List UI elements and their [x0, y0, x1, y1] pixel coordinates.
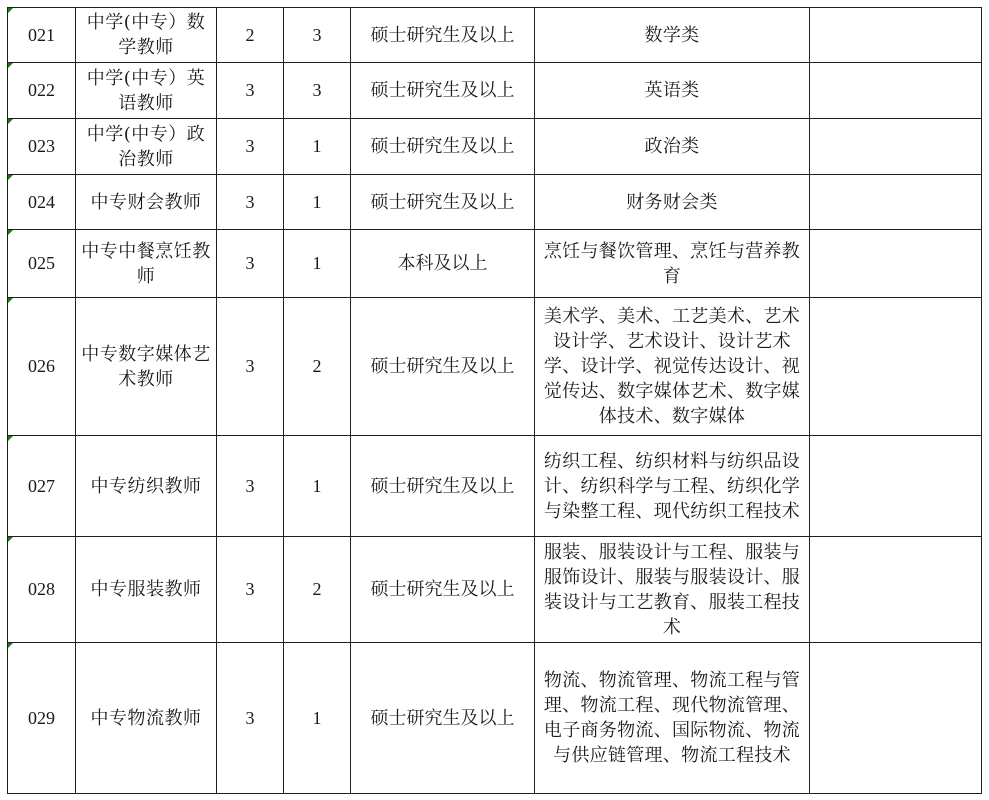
table-row	[8, 298, 982, 436]
major-cell: 政治类	[535, 119, 810, 175]
education-cell: 本科及以上	[351, 230, 535, 298]
position-code-cell: 029	[8, 643, 76, 794]
age-cell: 3	[217, 230, 284, 298]
major-cell: 纺织工程、纺织材料与纺织品设计、纺织科学与工程、纺织化学与染整工程、现代纺织工程技术	[535, 436, 810, 537]
note-cell	[810, 537, 982, 643]
headcount-cell: 1	[284, 175, 351, 230]
position-title-cell: 中专中餐烹饪教师	[76, 230, 217, 298]
table-row	[8, 537, 982, 643]
table-row	[8, 175, 982, 230]
age-cell: 3	[217, 119, 284, 175]
position-title-cell: 中专纺织教师	[76, 436, 217, 537]
position-code-cell: 026	[8, 298, 76, 436]
note-cell	[810, 230, 982, 298]
position-table	[7, 7, 982, 794]
headcount-cell: 2	[284, 537, 351, 643]
note-cell	[810, 175, 982, 230]
major-cell: 服装、服装设计与工程、服装与服饰设计、服装与服装设计、服装设计与工艺教育、服装工程技术	[535, 537, 810, 643]
major-cell: 数学类	[535, 8, 810, 63]
table-row	[8, 63, 982, 119]
major-cell: 英语类	[535, 63, 810, 119]
table-row	[8, 119, 982, 175]
position-code-cell: 024	[8, 175, 76, 230]
education-cell: 硕士研究生及以上	[351, 436, 535, 537]
age-cell: 3	[217, 175, 284, 230]
note-cell	[810, 8, 982, 63]
age-cell: 3	[217, 298, 284, 436]
headcount-cell: 1	[284, 119, 351, 175]
position-code-cell: 022	[8, 63, 76, 119]
major-cell: 物流、物流管理、物流工程与管理、物流工程、现代物流管理、电子商务物流、国际物流、物流与供应链管理、物流工程技术	[535, 643, 810, 794]
age-cell: 3	[217, 537, 284, 643]
education-cell: 硕士研究生及以上	[351, 8, 535, 63]
major-cell: 财务财会类	[535, 175, 810, 230]
headcount-cell: 1	[284, 230, 351, 298]
age-cell: 3	[217, 436, 284, 537]
position-code-cell: 027	[8, 436, 76, 537]
education-cell: 硕士研究生及以上	[351, 175, 535, 230]
note-cell	[810, 643, 982, 794]
position-title-cell: 中学(中专）政治教师	[76, 119, 217, 175]
position-code-cell: 028	[8, 537, 76, 643]
position-code-cell: 023	[8, 119, 76, 175]
age-cell: 3	[217, 643, 284, 794]
major-cell: 美术学、美术、工艺美术、艺术设计学、艺术设计、设计艺术学、设计学、视觉传达设计、视觉传达、数字媒体艺术、数字媒体技术、数字媒体	[535, 298, 810, 436]
table-row	[8, 230, 982, 298]
education-cell: 硕士研究生及以上	[351, 119, 535, 175]
education-cell: 硕士研究生及以上	[351, 537, 535, 643]
headcount-cell: 3	[284, 63, 351, 119]
table-body	[8, 8, 982, 794]
age-cell: 3	[217, 63, 284, 119]
education-cell: 硕士研究生及以上	[351, 643, 535, 794]
table-row	[8, 643, 982, 794]
note-cell	[810, 63, 982, 119]
note-cell	[810, 436, 982, 537]
position-title-cell: 中学(中专）英语教师	[76, 63, 217, 119]
note-cell	[810, 119, 982, 175]
age-cell: 2	[217, 8, 284, 63]
position-title-cell: 中专财会教师	[76, 175, 217, 230]
table-row	[8, 8, 982, 63]
position-title-cell: 中专数字媒体艺术教师	[76, 298, 217, 436]
headcount-cell: 1	[284, 643, 351, 794]
headcount-cell: 2	[284, 298, 351, 436]
headcount-cell: 3	[284, 8, 351, 63]
education-cell: 硕士研究生及以上	[351, 298, 535, 436]
position-title-cell: 中专服装教师	[76, 537, 217, 643]
position-title-cell: 中专物流教师	[76, 643, 217, 794]
major-cell: 烹饪与餐饮管理、烹饪与营养教育	[535, 230, 810, 298]
position-code-cell: 025	[8, 230, 76, 298]
position-title-cell: 中学(中专）数学教师	[76, 8, 217, 63]
position-code-cell: 021	[8, 8, 76, 63]
table-row	[8, 436, 982, 537]
education-cell: 硕士研究生及以上	[351, 63, 535, 119]
note-cell	[810, 298, 982, 436]
headcount-cell: 1	[284, 436, 351, 537]
